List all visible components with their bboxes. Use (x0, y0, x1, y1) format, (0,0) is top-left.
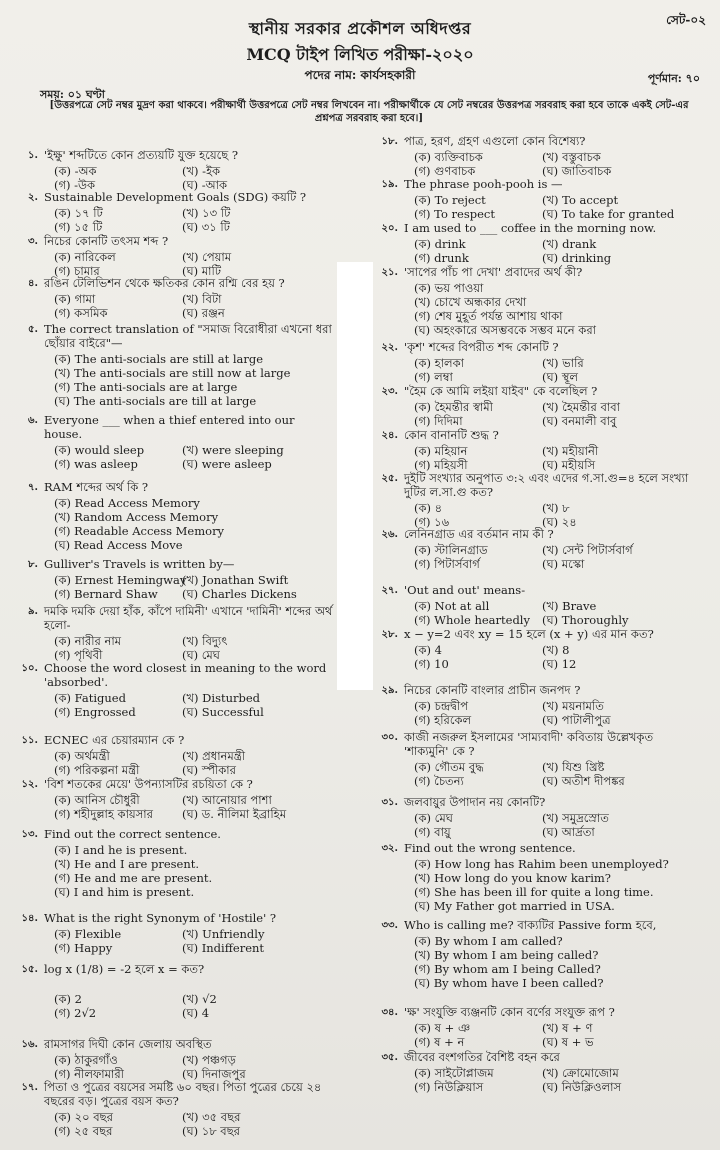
question-number: ৩৪. (381, 1007, 398, 1018)
question-text: দুইটি সংখ্যার অনুপাত ৩:২ এবং এদের গ.সা.গু=৪ হলে সংখ্যা দুটির ল.সা.গু কত? (404, 471, 689, 499)
option-4: (ঘ) 12 (542, 657, 577, 671)
option-1: (ক) 4 (414, 643, 442, 657)
question-number: ১৮. (381, 136, 398, 147)
question-text: Everyone ___ when a thief entered into our house. (44, 413, 295, 441)
option-3: (গ) He and me are present. (54, 871, 213, 885)
question-number: ৫. (28, 324, 38, 335)
question-number: ২. (28, 192, 38, 203)
question-text: নিচের কোনটি বাংলার প্রাচীন জনপদ ? (404, 683, 581, 697)
option-2: (খ) ভারি (542, 356, 584, 370)
option-1: (ক) গৌতম বুদ্ধ (414, 760, 484, 774)
option-2: (খ) To accept (542, 193, 619, 207)
option-2: (খ) সমুদ্রস্রোত (542, 811, 609, 825)
option-2: (খ) Jonathan Swift (182, 573, 289, 587)
option-1: (ক) ব্যক্তিবাচক (414, 150, 483, 164)
question-number: ৮. (28, 559, 38, 570)
option-1: (ক) আনিস চৌধুরী (54, 793, 140, 807)
option-1: (ক) ৪ (414, 501, 443, 515)
question-text: RAM শব্দের অর্থ কি ? (44, 480, 149, 494)
option-4: (ঘ) অতীশ দীপঙ্কর (542, 774, 625, 788)
option-4: (ঘ) মেঘ (182, 648, 220, 662)
option-2: (খ) বস্তুবাচক (542, 150, 601, 164)
option-1: (ক) Read Access Memory (54, 496, 200, 510)
question-number: ১২. (21, 779, 38, 790)
question-number: ১০. (21, 663, 38, 674)
option-4: (ঘ) মহীয়সি (542, 458, 596, 472)
option-1: (ক) I and he is present. (54, 843, 188, 857)
question-text: রামসাগর দিঘী কোন জেলায় অবস্থিত (44, 1037, 212, 1051)
exam-title: MCQ টাইপ লিখিত পরীক্ষা-২০২০ (246, 45, 474, 64)
option-1: (ক) স্টালিনগ্রাড (414, 543, 488, 557)
option-4: (ঘ) দিনাজপুর (182, 1067, 246, 1081)
question-text: দমকি দমকি দেয়া হাঁক, কাঁপে দামিনী' এখানে 'দামিনী' শব্দের অর্থ হলো- (44, 604, 333, 632)
exam-time: সময়: ০১ ঘণ্টা (40, 88, 105, 101)
question-number: ২২. (381, 342, 398, 353)
option-3: (গ) নিউক্লিয়াস (414, 1080, 484, 1094)
question-number: ৩০. (381, 732, 398, 743)
option-1: (ক) Ernest Hemingway (54, 573, 187, 587)
option-4: (ঘ) were asleep (182, 457, 272, 471)
question-text: 'Out and out' means- (404, 583, 526, 597)
option-3: (গ) ১৬ (414, 515, 450, 529)
question-text: 'ইক্ষু' শব্দটিতে কোন প্রত্যয়টি যুক্ত হয়েছে ? (44, 148, 239, 162)
option-4: (ঘ) The anti-socials are till at large (54, 394, 257, 408)
option-3: (গ) দিদিমা (414, 414, 463, 428)
option-1: (ক) To reject (414, 193, 486, 207)
option-4: (ঘ) বনমালী বাবু (542, 414, 617, 428)
option-2: (খ) ৮ (542, 501, 570, 515)
option-2: (খ) were sleeping (182, 443, 284, 457)
option-4: (ঘ) স্পীকার (182, 763, 236, 777)
question-text: Find out the wrong sentence. (404, 841, 576, 855)
option-3: (গ) ষ + ন (414, 1035, 465, 1049)
option-4: (ঘ) স্থূল (542, 370, 578, 384)
option-4: (ঘ) ষ + ভ (542, 1035, 594, 1049)
option-1: (ক) The anti-socials are still at large (54, 352, 264, 366)
question-text: ECNEC এর চেয়ারম্যান কে ? (44, 733, 185, 747)
question-number: ২৩. (381, 386, 398, 397)
option-1: (ক) ষ + ঞ (414, 1021, 471, 1035)
option-4: (ঘ) রঞ্জন (182, 306, 225, 320)
question-number: ১. (28, 150, 38, 161)
question-text: কোন বানানটি শুদ্ধ ? (404, 428, 499, 442)
option-3: (গ) Whole heartedly (414, 613, 530, 627)
question-text: রঙিন টেলিভিশন থেকে ক্ষতিকর কোন রশ্মি বের হয় ? (44, 276, 285, 290)
option-2: (খ) Brave (542, 599, 597, 613)
question-text: লেনিনগ্রাড এর বর্তমান নাম কী ? (404, 527, 554, 541)
question-number: ১৬. (21, 1039, 38, 1050)
option-3: (গ) Happy (54, 941, 113, 955)
option-4: (ঘ) 4 (182, 1006, 210, 1020)
option-3: (গ) শহীদুল্লাহ কায়সার (54, 807, 153, 821)
option-1: (ক) মহিয়ান (414, 444, 468, 458)
question-text: What is the right Synonym of 'Hostile' ? (44, 911, 277, 925)
option-3: (গ) 2√2 (54, 1006, 97, 1020)
question-text: I am used to ___ coffee in the morning now. (404, 221, 657, 235)
option-1: (ক) 2 (54, 992, 82, 1006)
question-number: ২৯. (381, 685, 398, 696)
question-text: x − y=2 এবং xy = 15 হলে (x + y) এর মান কত? (404, 627, 654, 641)
question-text: পাত্র, হরণ, গ্রহণ এগুলো কোন বিশেষ্য? (404, 134, 586, 148)
option-4: (ঘ) ২৪ (542, 515, 577, 529)
option-4: (ঘ) Indifferent (182, 941, 265, 955)
option-2: (খ) সেন্ট পিটার্সবার্গ (542, 543, 633, 557)
question-number: ৬. (28, 415, 38, 426)
option-1: (ক) অর্থমন্ত্রী (54, 749, 110, 763)
option-4: (ঘ) পাটালীপুত্র (542, 713, 611, 727)
option-3: (গ) বায়ু (414, 825, 451, 839)
option-1: (ক) হালকা (414, 356, 465, 370)
option-3: (গ) কসমিক (54, 306, 108, 320)
question-number: ১৫. (21, 964, 38, 975)
option-4: (ঘ) Successful (182, 705, 264, 719)
option-4: (ঘ) অহংকারে অসম্ভবকে সম্ভব মনে করা (414, 323, 597, 337)
option-2: (খ) আনোয়ার পাশা (182, 793, 272, 807)
question-text: জীবের বংশগতির বৈশিষ্ট বহন করে (404, 1050, 560, 1064)
option-1: (ক) সাইটোপ্লাজম (414, 1066, 494, 1080)
option-1: (ক) Flexible (54, 927, 122, 941)
option-3: (গ) মহিয়সী (414, 458, 468, 472)
option-3: (গ) ১৫ টি (54, 220, 103, 234)
option-4: (ঘ) My Father got married in USA. (414, 899, 615, 913)
question-number: ৪. (28, 278, 38, 289)
option-1: (ক) Fatigued (54, 691, 126, 705)
option-3: (গ) লম্বা (414, 370, 453, 384)
option-4: (ঘ) Charles Dickens (182, 587, 297, 601)
question-text: "হৈম কে আমি লইয়া যাইব" কে বলেছিল ? (404, 384, 598, 398)
question-number: ১৩. (21, 829, 38, 840)
option-1: (ক) ভয় পাওয়া (414, 281, 484, 295)
option-2: (খ) ৩৫ বছর (182, 1110, 241, 1124)
option-4: (ঘ) মস্কো (542, 557, 585, 571)
option-3: (গ) 10 (414, 657, 449, 671)
question-text: পিতা ও পুত্রের বয়সের সমষ্টি ৬০ বছর। পিতা পুত্রের চেয়ে ২৪ বছরের বড়। পুত্রের বয়স কত? (44, 1080, 322, 1108)
option-2: (খ) -ইক (182, 164, 221, 178)
post-name: পদের নাম: কার্যসহকারী (304, 68, 416, 82)
question-number: ১৭. (21, 1082, 38, 1093)
question-text: 'বিশ শতকের মেয়ে' উপন্যাসটির রচয়িতা কে ? (44, 777, 253, 791)
question-text: Choose the word closest in meaning to the word 'absorbed'. (44, 661, 327, 689)
option-1: (ক) How long has Rahim been unemployed? (414, 857, 669, 871)
question-number: ৩২. (381, 843, 398, 854)
option-1: (ক) ২০ বছর (54, 1110, 113, 1124)
option-3: (গ) By whom am I being Called? (414, 962, 601, 976)
option-1: (ক) হৈমন্তীর স্বামী (414, 400, 493, 414)
option-1: (ক) মেঘ (414, 811, 453, 825)
option-2: (খ) √2 (182, 992, 217, 1006)
option-2: (খ) He and I are present. (54, 857, 200, 871)
question-text: নিচের কোনটি তৎসম শব্দ ? (44, 234, 169, 248)
org-title: স্থানীয় সরকার প্রকৌশল অধিদপ্তর (248, 19, 472, 38)
option-3: (গ) শেষ মুহূর্ত পর্যন্ত আশায় থাকা (414, 309, 563, 323)
option-2: (খ) Unfriendly (182, 927, 265, 941)
question-text: Gulliver's Travels is written by— (44, 557, 235, 571)
option-2: (খ) The anti-socials are still now at large (54, 366, 291, 380)
question-text: Sustainable Development Goals (SDG) কয়টি ? (44, 190, 307, 204)
question-text: 'কৃশ' শব্দের বিপরীত শব্দ কোনটি ? (404, 340, 559, 354)
option-4: (ঘ) আর্দ্রতা (542, 825, 595, 839)
question-number: ২৪. (381, 430, 398, 441)
option-4: (ঘ) ১৮ বছর (182, 1124, 241, 1138)
option-3: (গ) চামার (54, 264, 100, 278)
option-4: (ঘ) Thoroughly (542, 613, 629, 627)
option-2: (খ) drank (542, 237, 597, 251)
option-2: (খ) ষ + ণ (542, 1021, 593, 1035)
option-2: (খ) Random Access Memory (54, 510, 219, 524)
option-3: (গ) গুণবাচক (414, 164, 476, 178)
option-1: (ক) চন্দ্রদ্বীপ (414, 699, 469, 713)
question-number: ১৪. (21, 913, 38, 924)
option-1: (ক) Not at all (414, 599, 490, 613)
question-number: ২০. (381, 223, 398, 234)
option-3: (গ) was asleep (54, 457, 138, 471)
option-2: (খ) বিদ্যুৎ (182, 634, 228, 648)
instruction-text: [উত্তরপত্রে সেট নম্বর মুদ্রণ করা থাকবে। পরীক্ষার্থী উত্তরপত্রে সেট নম্বর লিখবেন না। পরীক্ষার্থীকে যে সেট নম্বরের উত্তরপত্র সরবরাহ করা হবে তাকে একই সেট-এর প্রশ্নপত্র সরবরাহ করা হবে।] (49, 100, 689, 124)
option-3: (গ) drunk (414, 251, 469, 265)
option-2: (খ) How long do you know karim? (414, 871, 611, 885)
option-3: (গ) চৈতন্য (414, 774, 464, 788)
full-marks: পূর্ণমান: ৭০ (647, 72, 700, 85)
option-3: (গ) -উক (54, 178, 96, 192)
option-2: (খ) ময়নামতি (542, 699, 604, 713)
option-4: (ঘ) -আক (182, 178, 228, 192)
option-1: (ক) -অক (54, 164, 97, 178)
question-text: log x (1/8) = -2 হলে x = কত? (44, 962, 205, 976)
option-3: (গ) The anti-socials are at large (54, 380, 238, 394)
option-1: (ক) would sleep (54, 443, 145, 457)
set-number: সেট-০২ (666, 13, 706, 27)
question-number: ৩৫. (381, 1052, 398, 1063)
option-2: (খ) চোখে অন্ধকার দেখা (414, 295, 527, 309)
option-4: (ঘ) ড. নীলিমা ইব্রাহিম (182, 807, 287, 821)
option-1: (ক) ১৭ টি (54, 206, 103, 220)
question-number: ৩৩. (381, 920, 398, 931)
option-2: (খ) পেয়াম (182, 250, 232, 264)
question-number: ২৬. (381, 529, 398, 540)
option-3: (গ) Engrossed (54, 705, 136, 719)
option-1: (ক) ঠাকুরগাঁও (54, 1053, 118, 1067)
question-text: 'ক্ষ' সংযুক্তি ব্যঞ্জনটি কোন বর্ণের সংযুক্ত রূপ ? (404, 1005, 615, 1019)
option-3: (গ) She has been ill for quite a long time. (414, 885, 654, 899)
option-3: (গ) ২৫ বছর (54, 1124, 113, 1138)
option-4: (ঘ) Read Access Move (54, 538, 183, 552)
question-text: 'সাপের পাঁচ পা দেখা' প্রবাদের অর্থ কী? (404, 265, 583, 279)
question-text: Find out the correct sentence. (44, 827, 221, 841)
option-2: (খ) By whom I am being called? (414, 948, 599, 962)
option-4: (ঘ) ৩১ টি (182, 220, 230, 234)
option-3: (গ) পিটার্সবার্গ (414, 557, 480, 571)
blank-patch (337, 262, 373, 690)
option-3: (গ) Readable Access Memory (54, 524, 225, 538)
option-2: (খ) ১৩ টি (182, 206, 231, 220)
option-1: (ক) গামা (54, 292, 96, 306)
option-3: (গ) নীলফামারী (54, 1067, 124, 1081)
option-3: (গ) পৃথিবী (54, 648, 103, 662)
option-4: (ঘ) To take for granted (542, 207, 675, 221)
option-2: (খ) পঞ্চগড় (182, 1053, 236, 1067)
option-2: (খ) বিটা (182, 292, 222, 306)
option-4: (ঘ) নিউক্লিওলাস (542, 1080, 622, 1094)
option-2: (খ) Disturbed (182, 691, 261, 705)
question-text: The phrase pooh-pooh is — (404, 177, 563, 191)
option-2: (খ) প্রধানমন্ত্রী (182, 749, 246, 763)
question-number: ২৮. (381, 629, 398, 640)
option-1: (ক) নারিকেল (54, 250, 116, 264)
question-number: ২৭. (381, 585, 398, 596)
question-number: ৩১. (381, 797, 398, 808)
option-2: (খ) যিশু খ্রিষ্ট (542, 760, 605, 774)
question-text: The correct translation of "সমাজ বিরোধীরা এখনো ধরা ছোঁয়ার বাইরে"— (44, 322, 332, 350)
question-number: ১১. (21, 735, 38, 746)
option-1: (ক) নারীর নাম (54, 634, 122, 648)
option-4: (ঘ) I and him is present. (54, 885, 195, 899)
question-number: ৯. (28, 606, 38, 617)
option-1: (ক) By whom I am called? (414, 934, 563, 948)
question-number: ২৫. (381, 473, 398, 484)
option-3: (গ) হরিকেল (414, 713, 472, 727)
question-text: জলবায়ুর উপাদান নয় কোনটি? (404, 795, 546, 809)
option-2: (খ) মহীয়ানী (542, 444, 599, 458)
question-text: Who is calling me? বাক্যটির Passive form হবে, (404, 918, 657, 932)
option-3: (গ) Bernard Shaw (54, 587, 158, 601)
option-4: (ঘ) By whom have I been called? (414, 976, 604, 990)
option-4: (ঘ) মাটি (182, 264, 222, 278)
question-number: ৭. (28, 482, 38, 493)
option-4: (ঘ) জাতিবাচক (542, 164, 612, 178)
option-4: (ঘ) drinking (542, 251, 612, 265)
option-2: (খ) ক্রোমোজোম (542, 1066, 619, 1080)
question-number: ৩. (28, 236, 38, 247)
option-1: (ক) drink (414, 237, 466, 251)
question-text: কাজী নজরুল ইসলামের 'সাম্যবাদী' কবিতায় উল্লেখকৃত 'শাক্যমুনি' কে ? (404, 730, 654, 758)
option-2: (খ) 8 (542, 643, 570, 657)
option-3: (গ) To respect (414, 207, 495, 221)
question-number: ২১. (381, 267, 398, 278)
option-3: (গ) পরিকল্পনা মন্ত্রী (54, 763, 140, 777)
question-number: ১৯. (381, 179, 398, 190)
option-2: (খ) হৈমন্তীর বাবা (542, 400, 620, 414)
